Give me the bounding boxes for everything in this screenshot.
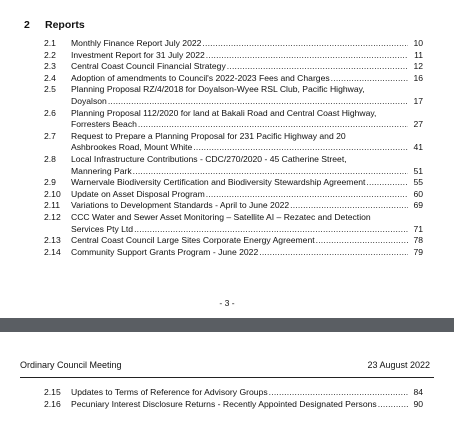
dot-leader [331, 73, 408, 85]
toc-entry[interactable] [0, 154, 454, 177]
toc-entry-number: 2.6 [44, 107, 56, 118]
section-title: Reports [45, 19, 85, 31]
section-heading [0, 19, 454, 35]
document-page-4 [0, 332, 454, 436]
toc-entry-number: 2.14 [44, 246, 61, 257]
table-of-contents-continued [0, 387, 454, 410]
toc-entry-page: 71 [413, 223, 423, 234]
dot-leader [138, 119, 408, 131]
dot-leader [259, 247, 408, 259]
toc-entry-number: 2.4 [44, 72, 56, 83]
toc-entry-title: Ashbrookes Road, Mount White [71, 142, 193, 153]
toc-entry-number: 2.13 [44, 235, 61, 246]
toc-entry-page: 90 [413, 398, 423, 409]
toc-entry-title: Mannering Park [71, 165, 132, 176]
toc-entry-number: 2.10 [44, 188, 61, 199]
toc-entry-title: Community Support Grants Program - June 2022 [71, 246, 259, 257]
dot-leader [202, 38, 408, 50]
dot-leader [133, 166, 408, 178]
toc-entry-page: 17 [413, 95, 423, 106]
toc-entry-number: 2.16 [44, 398, 61, 409]
toc-entry-page: 16 [413, 72, 423, 83]
toc-entry-number: 2.12 [44, 211, 61, 222]
toc-entry-title: Updates to Terms of Reference for Advisory Groups [71, 387, 268, 397]
page-header [0, 360, 454, 374]
toc-entry[interactable] [0, 50, 454, 62]
toc-entry-title: Local Infrastructure Contributions - CDC/270/2020 - 45 Catherine Street, [71, 153, 347, 164]
toc-entry[interactable] [0, 38, 454, 50]
meeting-date: 23 August 2022 [367, 360, 430, 370]
dot-leader [134, 224, 408, 236]
toc-entry-number: 2.2 [44, 49, 56, 60]
toc-entry-title: CCC Water and Sewer Asset Monitoring – Satellite AI – Rezatec and Detection [71, 211, 371, 222]
toc-entry-page: 10 [413, 38, 423, 48]
dot-leader [366, 177, 408, 189]
toc-entry-title: Central Coast Council Large Sites Corporate Energy Agreement [71, 235, 315, 246]
toc-entry-title: Monthly Finance Report July 2022 [71, 38, 202, 48]
dot-leader [227, 61, 408, 73]
toc-entry-title: Forresters Beach [71, 119, 137, 130]
toc-entry[interactable] [0, 189, 454, 201]
toc-entry-page: 60 [413, 188, 423, 199]
dot-leader [378, 399, 408, 411]
toc-entry[interactable] [0, 108, 454, 131]
toc-entry-number: 2.1 [44, 38, 56, 48]
dot-leader [108, 96, 408, 108]
table-of-contents [0, 38, 454, 258]
toc-entry[interactable] [0, 131, 454, 154]
toc-entry-title: Central Coast Council Financial Strategy [71, 61, 226, 72]
toc-entry-title: Warnervale Biodiversity Certification and Biodiversity Stewardship Agreement [71, 177, 366, 188]
toc-entry-page: 41 [413, 142, 423, 153]
toc-entry-number: 2.9 [44, 177, 56, 188]
toc-entry-title: Planning Proposal RZ/4/2018 for Doyalson-Wyee RSL Club, Pacific Highway, [71, 84, 365, 95]
dot-leader [290, 200, 408, 212]
dot-leader [206, 50, 408, 62]
meeting-title: Ordinary Council Meeting [20, 360, 122, 370]
toc-entry-number: 2.3 [44, 61, 56, 72]
toc-entry-title: Pecuniary Interest Disclosure Returns - Recently Appointed Designated Persons [71, 398, 377, 409]
toc-entry-number: 2.7 [44, 130, 56, 141]
toc-entry-number: 2.11 [44, 200, 61, 211]
section-number: 2 [24, 19, 30, 31]
toc-entry-number: 2.8 [44, 153, 56, 164]
dot-leader [206, 189, 408, 201]
dot-leader [269, 387, 408, 399]
toc-entry-page: 78 [413, 235, 423, 246]
toc-entry-number: 2.5 [44, 84, 56, 95]
toc-entry-title: Adoption of amendments to Council's 2022-2023 Fees and Charges [71, 72, 330, 83]
toc-entry[interactable] [0, 399, 454, 411]
toc-entry-page: 69 [413, 200, 423, 211]
toc-entry-page: 79 [413, 246, 423, 257]
toc-entry[interactable] [0, 84, 454, 107]
toc-entry[interactable] [0, 387, 454, 399]
toc-entry-page: 12 [413, 61, 423, 72]
toc-entry-page: 11 [414, 49, 423, 60]
toc-entry-number: 2.15 [44, 387, 61, 397]
toc-entry[interactable] [0, 177, 454, 189]
dot-leader [316, 235, 408, 247]
page-gap [0, 318, 454, 332]
toc-entry-page: 27 [413, 119, 423, 130]
toc-entry[interactable] [0, 247, 454, 259]
header-rule [20, 377, 434, 378]
page-number: - 3 - [219, 298, 235, 308]
toc-entry[interactable] [0, 61, 454, 73]
toc-entry[interactable] [0, 73, 454, 85]
toc-entry[interactable] [0, 212, 454, 235]
toc-entry-title: Request to Prepare a Planning Proposal for 231 Pacific Highway and 20 [71, 130, 346, 141]
toc-entry-title: Investment Report for 31 July 2022 [71, 49, 205, 60]
toc-entry-title: Update on Asset Disposal Program [71, 188, 205, 199]
toc-entry-title: Planning Proposal 112/2020 for land at Bakali Road and Central Coast Highway, [71, 107, 377, 118]
toc-entry-page: 51 [413, 165, 423, 176]
toc-entry[interactable] [0, 235, 454, 247]
toc-entry-title: Variations to Development Standards - April to June 2022 [71, 200, 290, 211]
dot-leader [193, 142, 408, 154]
toc-entry[interactable] [0, 200, 454, 212]
toc-entry-page: 55 [413, 177, 423, 188]
toc-entry-title: Services Pty Ltd [71, 223, 134, 234]
toc-entry-title: Doyalson [71, 95, 107, 106]
toc-entry-page: 84 [413, 387, 423, 397]
